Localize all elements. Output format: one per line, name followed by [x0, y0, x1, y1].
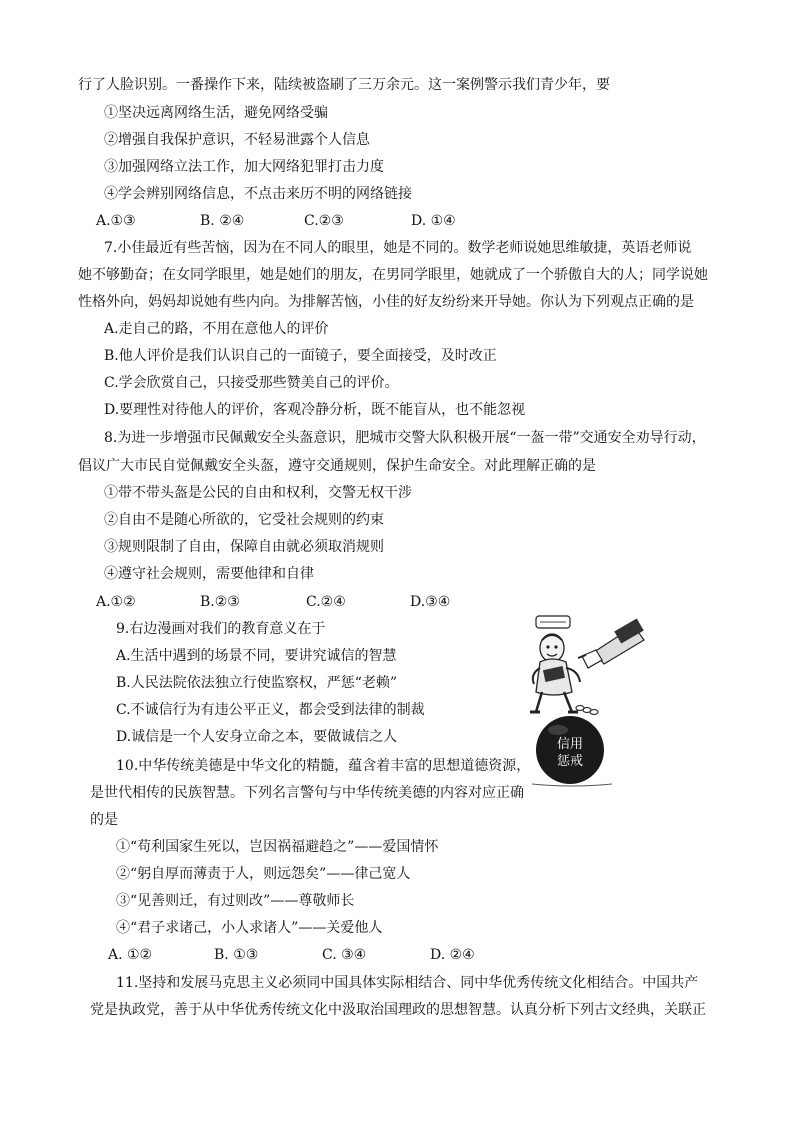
ball-text-line-1: 信用	[556, 737, 584, 752]
q10-option-b: B. ①③	[214, 947, 259, 963]
statement-4: ④遵守社会规则，需要他律和自律	[104, 566, 314, 582]
q10-stem: 10.中华传统美德是中华文化的精髓，蕴含着丰富的思想道德资源，	[116, 758, 531, 774]
q8-option-a: A.①②	[96, 594, 136, 610]
q9-stem: 9.右边漫画对我们的教育意义在于	[116, 621, 326, 637]
q8-option-b: B.②③	[200, 594, 240, 610]
q11-stem: 11.坚持和发展马克思主义必须同中国具体实际相结合、同中华优秀传统文化相结合。中国共产	[116, 975, 699, 991]
statement-1: ①“苟利国家生死以，岂因祸福避趋之”——爱国情怀	[116, 839, 439, 855]
statement-3: ③“见善则迁，有过则改”——尊敬师长	[116, 893, 355, 909]
q7-option-a: A.走自己的路，不用在意他人的评价	[104, 321, 329, 337]
speech-tag	[536, 616, 570, 628]
q6-option-c: C.②③	[304, 213, 344, 229]
q6-option-a: A.①③	[96, 213, 136, 229]
statement-1: ①坚决远离网络生活，避免网络受骗	[104, 105, 328, 121]
chain	[576, 706, 598, 715]
man-figure	[530, 634, 580, 712]
q8-stem: 倡议广大市民自觉佩戴安全头盔，遵守交通规则，保护生命安全。对此理解正确的是	[78, 458, 596, 474]
q7-stem: 7.小佳最近有些苦恼，因为在不同人的眼里，她是不同的。数学老师说她思维敏捷，英语老师说	[104, 240, 692, 256]
q7-stem: 她不够勤奋；在女同学眼里，她是她们的朋友，在男同学眼里，她就成了一个骄傲自大的人；同学说她	[78, 267, 708, 283]
q9-option-b: B.人民法院依法独立行使监察权，严惩“老赖”	[116, 675, 398, 691]
statement-3: ③规则限制了自由，保障自由就必须取消规则	[104, 539, 384, 555]
credit-punishment-cartoon	[522, 612, 646, 788]
statement-4: ④“君子求诸己，小人求诸人”——关爱他人	[116, 920, 383, 936]
q10-stem: 的是	[90, 812, 118, 828]
statement-2: ②自由不是随心所欲的，它受社会规则的约束	[104, 512, 384, 528]
pointing-arm	[578, 618, 644, 668]
q10-option-a: A. ①②	[108, 947, 153, 963]
q8-option-d: D.③④	[410, 594, 451, 610]
q8-stem: 8.为进一步增强市民佩戴安全头盔意识，肥城市交警大队积极开展“一盔一带”交通安全劝导行动，	[104, 430, 706, 446]
q9-option-d: D.诚信是一个人安身立命之本，要做诚信之人	[116, 729, 398, 745]
q10-option-c: C. ③④	[322, 947, 367, 963]
q6-option-d: D. ①④	[411, 213, 456, 229]
q10-stem: 是世代相传的民族智慧。下列名言警句与中华传统美德的内容对应正确	[90, 785, 524, 801]
q7-option-b: B.他人评价是我们认识自己的一面镜子，要全面接受，及时改正	[104, 348, 497, 364]
ground-line	[532, 784, 612, 786]
statement-3: ③加强网络立法工作，加大网络犯罪打击力度	[104, 159, 384, 175]
q11-stem: 党是执政党，善于从中华优秀传统文化中汲取治国理政的思想智慧。认真分析下列古文经典，关联正	[90, 1002, 706, 1018]
text-line: 行了人脸识别。一番操作下来，陆续被盗刷了三万余元。这一案例警示我们青少年，要	[78, 77, 610, 93]
q7-option-d: D.要理性对待他人的评价，客观冷静分析，既不能盲从，也不能忽视	[104, 402, 526, 418]
q7-stem: 性格外向，妈妈却说她有些内向。为排解苦恼，小佳的好友纷纷来开导她。你认为下列观点正确的是	[78, 294, 694, 310]
statement-1: ①带不带头盔是公民的自由和权利，交警无权干涉	[104, 485, 412, 501]
statement-2: ②“躬自厚而薄责于人，则远怨矣”——律己宽人	[116, 866, 411, 882]
q6-option-b: B. ②④	[200, 213, 245, 229]
ball-text-line-2: 惩戒	[556, 754, 584, 769]
statement-4: ④学会辨别网络信息，不点击来历不明的网络链接	[104, 186, 412, 202]
q9-option-c: C.不诚信行为有违公平正义，都会受到法律的制裁	[116, 702, 425, 718]
iron-ball	[536, 716, 604, 784]
q9-option-a: A.生活中遇到的场景不同，要讲究诚信的智慧	[116, 648, 397, 664]
q7-option-c: C.学会欣赏自己，只接受那些赞美自己的评价。	[104, 375, 399, 391]
q8-option-c: C.②④	[306, 594, 346, 610]
q10-option-d: D. ②④	[430, 947, 475, 963]
statement-2: ②增强自我保护意识，不轻易泄露个人信息	[104, 132, 370, 148]
